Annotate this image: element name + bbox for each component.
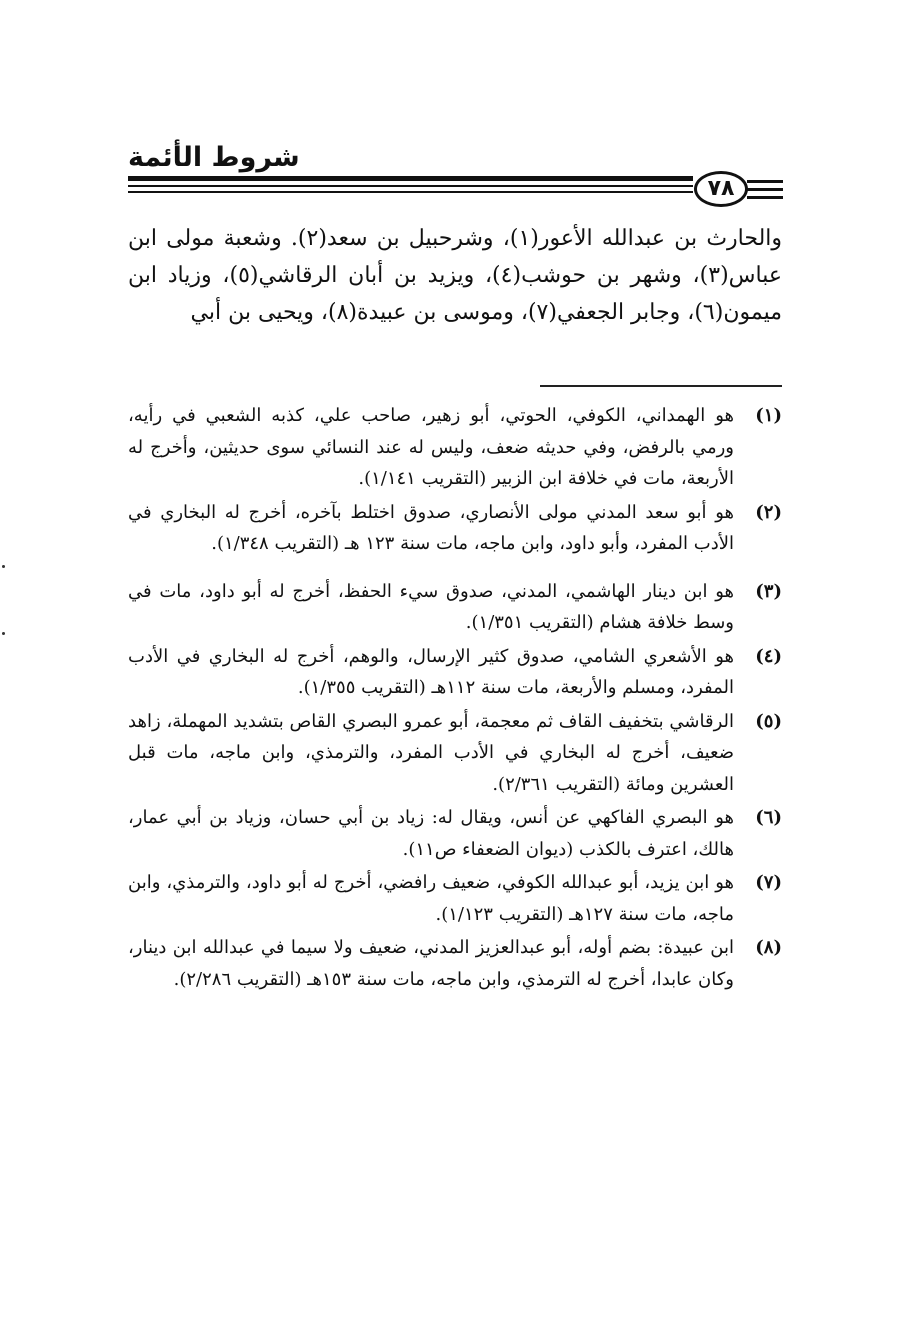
footnote-number: (٦) <box>755 807 782 828</box>
page-number: ٧٨ <box>694 171 748 207</box>
footnote-number: (١) <box>755 405 782 426</box>
header-rule <box>128 176 693 200</box>
scan-margin-mark <box>2 632 5 635</box>
footnote-text: هو الأشعري الشامي، صدوق كثير الإرسال، والوهم، أخرج له البخاري في الأدب المفرد، ومسلم والأربعة، مات سنة ١١٢هـ (التقريب ١/٣٥٥). <box>128 645 734 698</box>
footnote <box>128 497 782 560</box>
running-title: شروط الأئمة <box>128 142 300 173</box>
header-rule-thin-line <box>128 185 693 187</box>
footnote <box>128 867 782 930</box>
main-text-line: والحارث بن عبدالله الأعور(١)، وشرحبيل بن سعد(٢). وشعبة مولى <box>166 226 783 251</box>
footnote <box>128 641 782 704</box>
footnote-number: (٧) <box>755 872 782 893</box>
footnote-text: ابن عبيدة: بضم أوله، أبو عبدالعزيز المدني، ضعيف ولا سيما في عبدالله ابن دينار، وكان عابدا، أخرج له الترمذي، وابن ماجه، مات سنة ١٥٣هـ (التقريب ٢/٢٨٦). <box>128 937 734 990</box>
footnote-text: هو البصري الفاكهي عن أنس، ويقال له: زياد بن أبي حسان، وزياد بن أبي عمار، هالك، اعترف بالكذب (ديوان الضعفاء ص١١). <box>128 807 734 860</box>
footnote-text: هو الهمداني، الكوفي، الحوتي، أبو زهير، صاحب علي، كذبه الشعبي في رأيه، ورمي بالرفض، وفي حديثه ضعف، وليس له عند النسائي سوى حديثين، وأخرج له الأربعة، مات في خلافة ابن الزبير (التقريب ١/١٤١). <box>128 405 734 489</box>
footnote <box>128 932 782 995</box>
footnote-text: الرقاشي بتخفيف القاف ثم معجمة، أبو عمرو البصري القاص بتشديد المهملة، زاهد ضعيف، أخرج له البخاري في الأدب المفرد، والترمذي، وابن ماجه، مات قبل العشرين ومائة (التقريب ٢/٣٦١). <box>128 710 734 795</box>
footnote-text: هو أبو سعد المدني مولى الأنصاري، صدوق اختلط بآخره، أخرج له البخاري في الأدب المفرد، وأبو داود، وابن ماجه، مات سنة ١٢٣ هـ (التقريب ١/٣٤٨). <box>128 501 734 554</box>
header-rule-thin-line <box>128 191 693 193</box>
footnote <box>128 802 782 865</box>
footnote-number: (٢) <box>755 501 782 523</box>
footnote <box>128 706 782 801</box>
footnote <box>128 400 782 495</box>
footnote <box>128 576 782 639</box>
footnote-number: (٤) <box>755 645 782 667</box>
main-text-line: ابن ميمون(٦)، وجابر الجعفي(٧)، وموسى بن عبيدة(٨)، ويحيى بن أبي <box>128 263 782 325</box>
footnote-number: (٥) <box>755 710 782 732</box>
footnotes-list <box>128 400 782 997</box>
main-text-line: ابن عباس(٣)، وشهر بن حوشب(٤)، ويزيد بن أبان الرقاشي(٥)، وزياد <box>128 226 782 288</box>
footnote-separator <box>540 385 782 387</box>
main-text <box>128 220 782 331</box>
page-number-ornament-line <box>747 188 783 191</box>
scan-margin-mark <box>2 565 5 568</box>
footnote-text: هو ابن يزيد، أبو عبدالله الكوفي، ضعيف رافضي، أخرج له أبو داود، والترمذي، وابن ماجه، مات سنة ١٢٧هـ (التقريب ١/١٢٣). <box>128 872 734 925</box>
footnote-text: هو ابن دينار الهاشمي، المدني، صدوق سيء الحفظ، أخرج له أبو داود، مات في وسط خلافة هشام (التقريب ١/٣٥١). <box>128 580 734 633</box>
page-number-ornament-line <box>747 180 783 183</box>
header-rule-thick-line <box>128 176 693 181</box>
footnote-number: (٣) <box>755 580 782 602</box>
footnote-gap <box>128 562 782 576</box>
page-number-ornament-line <box>747 196 783 199</box>
footnote-number: (٨) <box>755 937 782 958</box>
